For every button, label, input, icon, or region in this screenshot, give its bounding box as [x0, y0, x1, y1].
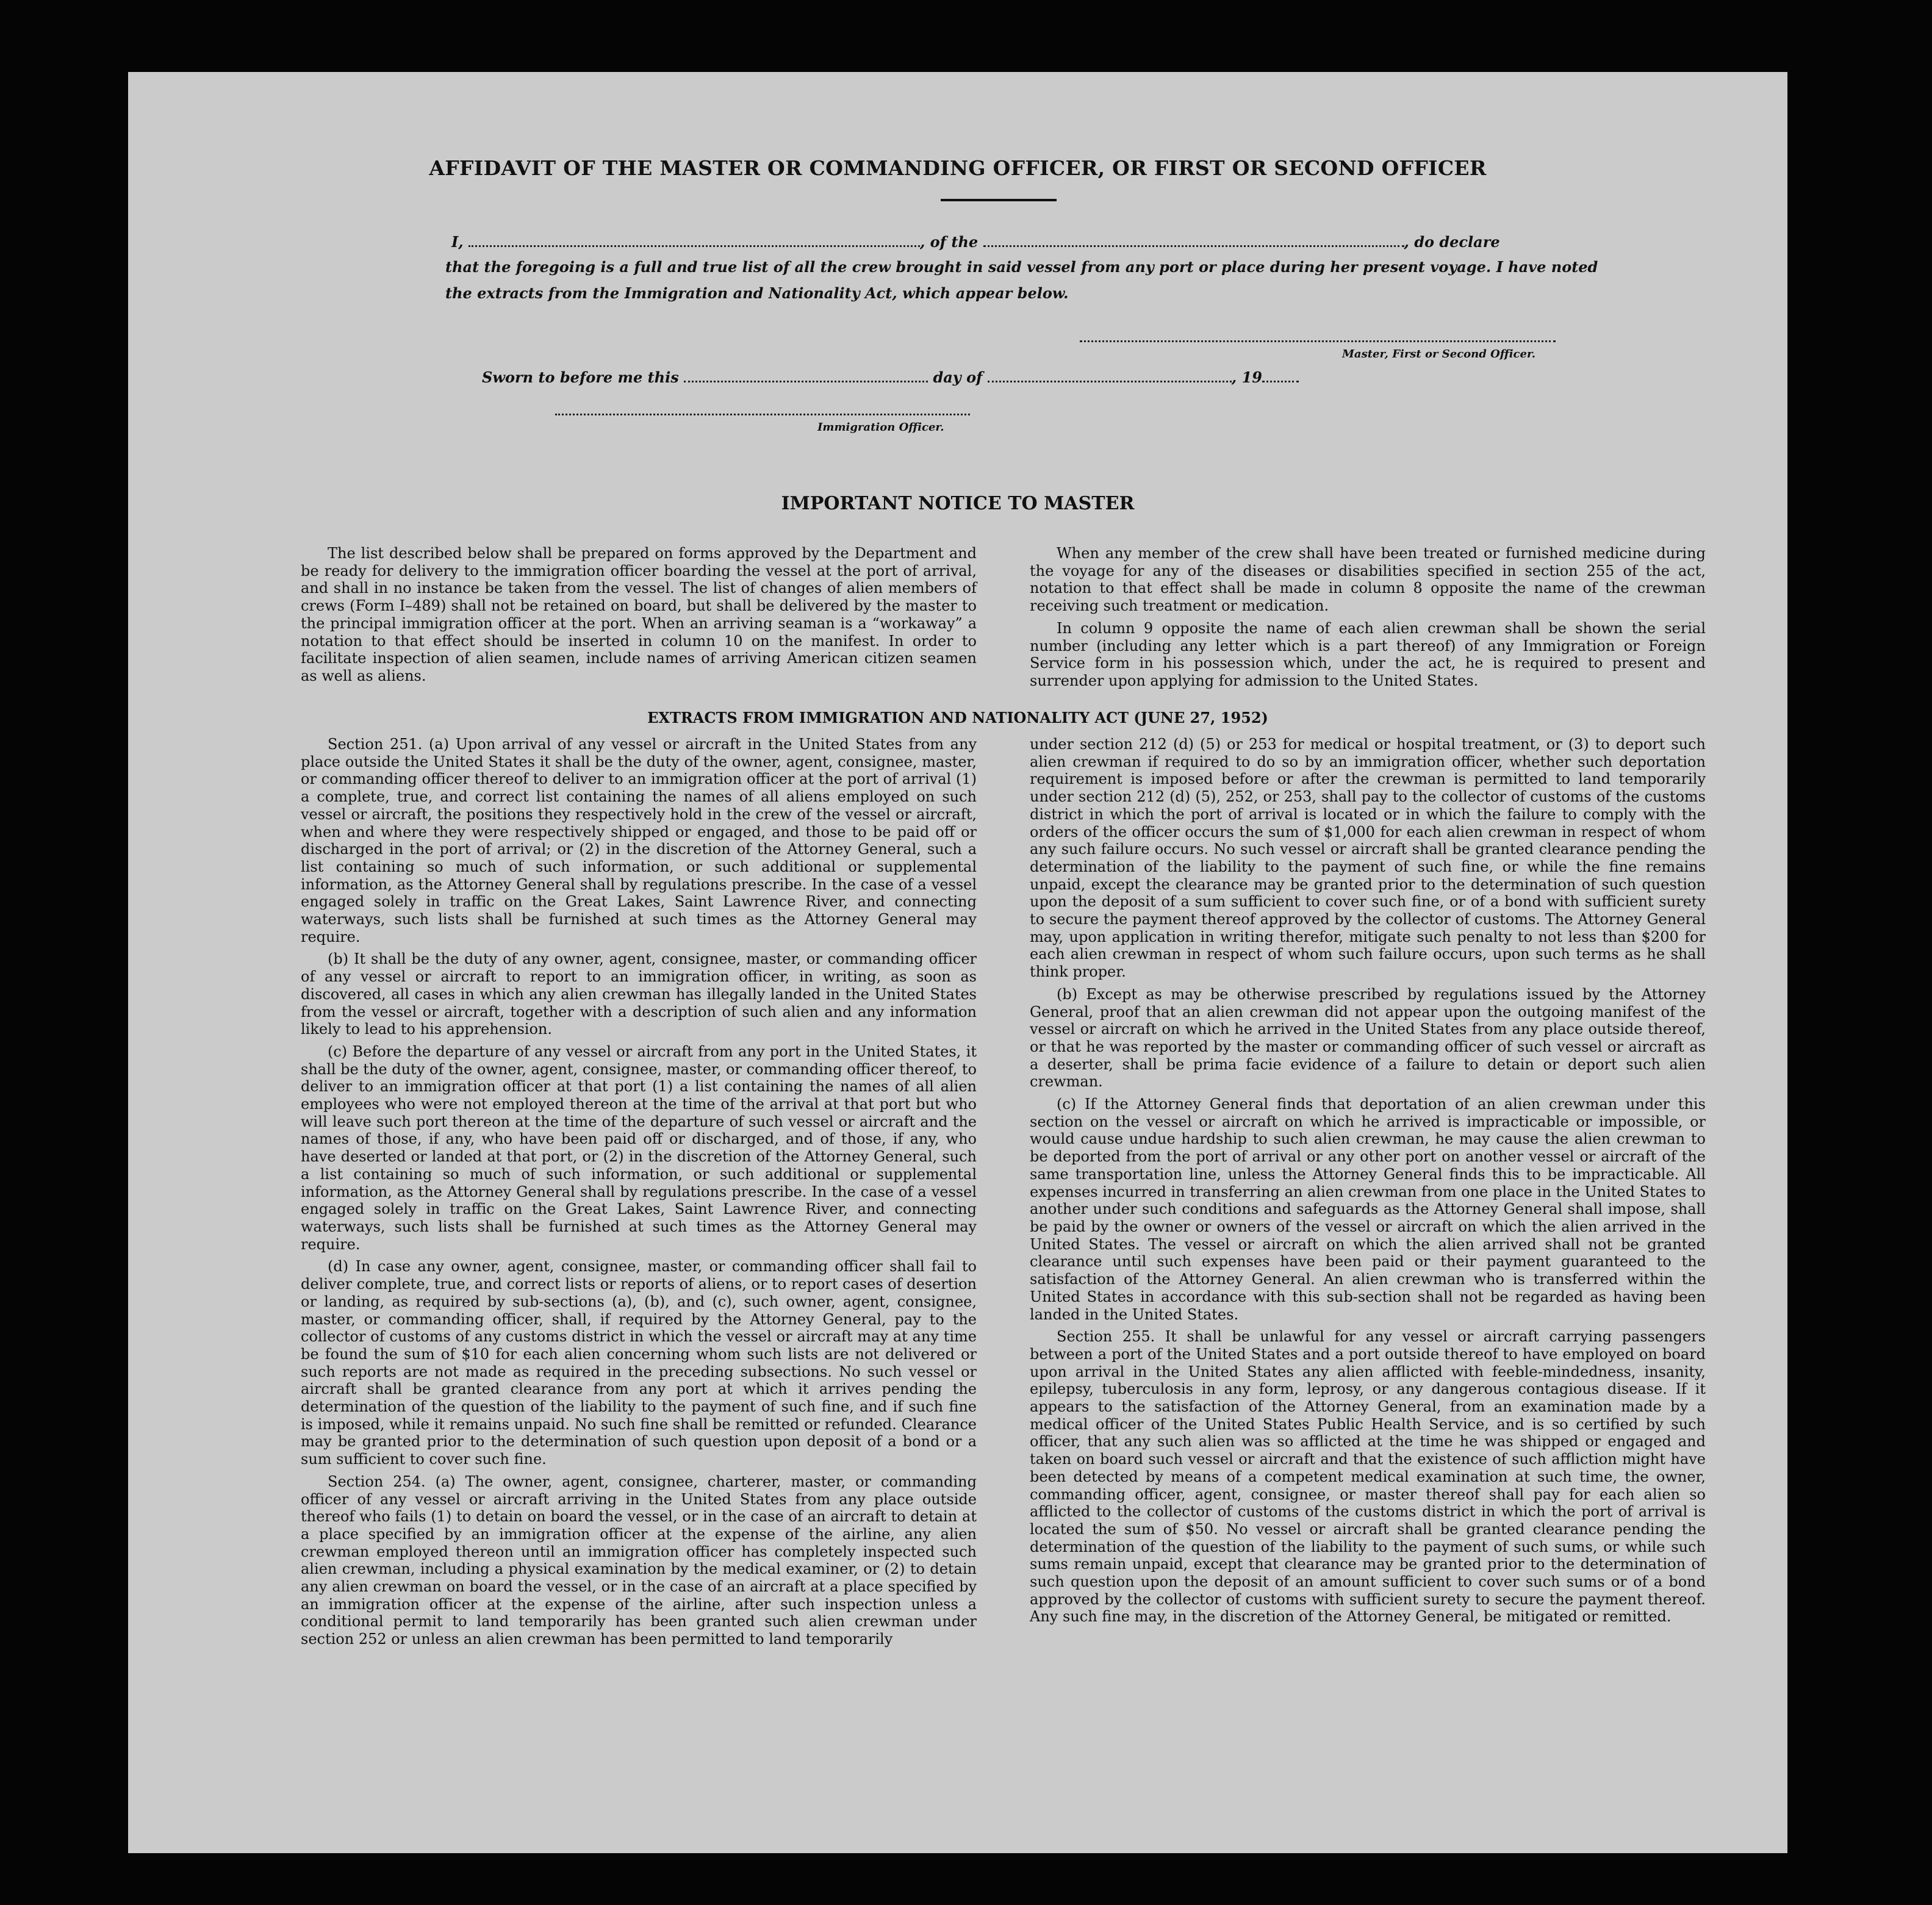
section-254-c: (c) If the Attorney General finds that deportation of an alien crewman under this section on the vessel or aircraft on which he arrived is impracticable or impossible, or would cause undue hardship to such alien crewman, he may cause the alien crewman to be deported from the port of arrival or any other port on another vessel or aircraft of the same transportation line, unless the Attorney General finds this to be impracticable. All expenses incurred in transferring an alien crewman from one place in the United States to another under such conditions and safeguards as the Attorney General shall impose, shall be paid by the owner or owners of the vessel or aircraft on which the alien arrived in the United States. The vessel or aircraft on which the alien arrived shall not be granted clearance until such expenses have been paid or their payment guaranteed to the satisfaction of the Attorney General. An alien crewman who is transferred within the United States in accordance with this sub-section shall not be regarded as having been landed in the United States.: [1030, 1096, 1706, 1323]
notice-right-column: [1030, 545, 1706, 695]
binder-hole: [1792, 609, 1817, 637]
year-blank: [1262, 367, 1299, 382]
notice-right-paragraph-2: In column 9 opposite the name of each alien crewman shall be shown the serial number (including any letter which is a part thereof) of any Immigration or Foreign Service form in his possession which, under the act, he is required to present and surrender upon applying for admission to the United States.: [1030, 619, 1706, 689]
section-254-a-continued: under section 212 (d) (5) or 253 for medical or hospital treatment, or (3) to deport such alien crewman if required to do so by an immigration officer, whether such deportation requirement is imposed before or after the crewman is permitted to land temporarily under section 212 (d) (5), 252, or 253, shall pay to the collector of customs of the customs district in which the port of arrival is located or in which the failure to comply with the orders of the officer occurs the sum of $1,000 for each alien crewman in respect of whom any such failure occurs. No such vessel or aircraft shall be granted clearance pending the determination of the liability to the payment of such fine, or while the fine remains unpaid, except the clearance may be granted prior to the determination of such question upon the deposit of a sum sufficient to cover such fine, or of a bond with sufficient surety to secure the payment thereof approved by the collector of customs. The Attorney General may, upon application in writing therefor, mitigate such penalty to not less than $200 for each alien crewman in respect of whom such failure occurs, upon such terms as he shall think proper.: [1030, 736, 1706, 981]
affidavit-declare: , do declare: [1404, 233, 1500, 251]
officer-signature-line: [555, 414, 970, 415]
year-text: , 19: [1231, 368, 1262, 386]
sworn-day-blank: [684, 367, 928, 382]
section-251-c: (c) Before the departure of any vessel or aircraft from any port in the United States, it shall be the duty of the owner, agent, consignee, master, or commanding officer thereof, to deliver to an immigration officer at that port (1) a list containing the names of all alien employees who were not employed thereon at the time of the arrival at that port but who will leave such port thereon at the time of the departure of such vessel or aircraft and the names of those, if any, who have been paid off or discharged, and of those, if any, who have deserted or landed at that port, or (2) in the discretion of the Attorney General, such a list containing so much of such information, or such additional or supplemental information, as the Attorney General shall by regulations prescribe. In the case of a vessel engaged solely in traffic on the Great Lakes, Saint Lawrence River, and connecting waterways, such lists shall be furnished at such times as the Attorney General may require.: [301, 1042, 977, 1253]
sworn-line: [482, 367, 1299, 386]
title-rule: [941, 199, 1057, 201]
extracts-title: EXTRACTS FROM IMMIGRATION AND NATIONALITY ACT (JUNE 27, 1952): [647, 709, 1268, 726]
affidavit-of-the: , of the: [919, 233, 979, 251]
binder-hole: [1792, 1242, 1817, 1270]
section-251-b: (b) It shall be the duty of any owner, agent, consignee, master, or commanding officer of any vessel or aircraft to report to an immigration officer, in writing, as soon as discovered, all cases in which any alien crewman has illegally landed in the United States from the vessel or aircraft, together with a description of such alien and any information likely to lead to his apprehension.: [301, 950, 977, 1038]
notice-right-paragraph-1: When any member of the crew shall have been treated or furnished medicine during the voyage for any of the diseases or disabilities specified in section 255 of the act, notation to that effect shall be made in column 8 opposite the name of the crewman receiving such treatment or medication.: [1030, 545, 1706, 615]
binder-hole: [1792, 1615, 1817, 1643]
binder-hole: [1792, 323, 1817, 351]
notice-title: IMPORTANT NOTICE TO MASTER: [781, 493, 1135, 514]
affidavit-line-2: that the foregoing is a full and true list of all the crew brought in said vessel from any port or place during her present voyage. I have noted: [445, 258, 1598, 276]
section-255: Section 255. It shall be unlawful for any vessel or aircraft carrying passengers between a port of the United States and a port outside thereof to have employed on board upon arrival in the United States any alien afflicted with feeble-mindedness, insanity, epilepsy, tuberculosis in any form, leprosy, or any dangerous contagious disease. If it appears to the satisfaction of the Attorney General, from an examination made by a medical officer of the United States Public Health Service, and is so certified by such officer, that any such alien was so afflicted at the time he was shipped or engaged and taken on board such vessel or aircraft and that the existence of such affliction might have been detected by means of a competent medical examination at such time, the owner, commanding officer, agent, consignee, or master thereof shall pay for each alien so afflicted to the collector of customs of the customs district in which the port of arrival is located the sum of $50. No vessel or aircraft shall be granted clearance pending the determination of the question of the liability to the payment of such sums, or while such sums remain unpaid, except that clearance may be granted prior to the determination of such question upon the deposit of an amount sufficient to cover such sums or of a bond approved by the collector of customs with sufficient surety to secure the payment thereof. Any such fine may, in the discretion of the Attorney General, be mitigated or remitted.: [1030, 1328, 1706, 1626]
vessel-blank: [983, 232, 1404, 247]
day-of-text: day of: [933, 368, 983, 386]
section-254-a: Section 254. (a) The owner, agent, consignee, charterer, master, or commanding officer of any vessel or aircraft arriving in the United States from any place outside thereof who fails (1) to detain on board the vessel, or in the case of an aircraft to detain at a place specified by an immigration officer at the expense of the airline, any alien crewman employed thereon until an immigration officer has completely inspected such alien crewman, including a physical examination by the medical examiner, or (2) to detain any alien crewman on board the vessel, or in the case of an aircraft at a place specified by an immigration officer at the expense of the airline, after such inspection unless a conditional permit to land temporarily has been granted such alien crewman under section 252 or unless an alien crewman has been permitted to land temporarily: [301, 1473, 977, 1648]
section-254-b: (b) Except as may be otherwise prescribed by regulations issued by the Attorney General, proof that an alien crewman did not appear upon the outgoing manifest of the vessel or aircraft on which he arrived in the United States from any place outside thereof, or that he was reported by the master or commanding officer of such vessel or aircraft as a deserter, shall be prima facie evidence of a failure to detain or deport such alien crewman.: [1030, 985, 1706, 1091]
binder-hole: [1792, 228, 1817, 256]
extracts-left-column: [301, 736, 977, 1653]
binder-hole: [1792, 1336, 1817, 1364]
affidavit-line-3: the extracts from the Immigration and Nationality Act, which appear below.: [445, 284, 1069, 302]
binder-hole: [1792, 701, 1817, 730]
document-page: [128, 72, 1787, 1853]
section-251-a: Section 251. (a) Upon arrival of any vessel or aircraft in the United States from any place outside the United States it shall be the duty of the owner, agent, consignee, master, or commanding officer thereof to deliver to an immigration officer at the port of arrival (1) a complete, true, and correct list containing the names of all aliens employed on such vessel or aircraft, the positions they respectively hold in the crew of the vessel or aircraft, when and where they were respectively shipped or engaged, and those to be paid off or discharged in the port of arrival; or (2) in the discretion of the Attorney General, such a list containing so much of such information, or such additional or supplemental information, as the Attorney General shall by regulations prescribe. In the case of a vessel engaged solely in traffic on the Great Lakes, Saint Lawrence River, and connecting waterways, such lists shall be furnished at such times as the Attorney General may require.: [301, 736, 977, 945]
affidavit-title: AFFIDAVIT OF THE MASTER OR COMMANDING OFFICER, OR FIRST OR SECOND OFFICER: [429, 156, 1487, 180]
master-caption: Master, First or Second Officer.: [1342, 348, 1536, 361]
extracts-right-column: [1030, 736, 1706, 1631]
affidavit-i: I,: [451, 233, 464, 251]
notice-left-paragraph: The list described below shall be prepared on forms approved by the Department and be ready for delivery to the immigration officer boarding the vessel at the port of arrival, and shall in no instance be taken from the vessel. The list of changes of alien members of crews (Form I–489) shall not be retained on board, but shall be delivered by the master to the principal immigration officer at the port. When an arriving seaman is a “workaway” a notation to that effect should be inserted in column 10 on the manifest. In order to facilitate inspection of alien seamen, include names of arriving American citizen seamen as well as aliens.: [301, 545, 977, 684]
sworn-text: Sworn to before me this: [482, 368, 679, 386]
binder-hole: [1792, 1708, 1817, 1736]
officer-caption: Immigration Officer.: [817, 421, 944, 434]
name-blank: [469, 232, 920, 247]
sworn-month-blank: [988, 367, 1232, 382]
section-251-d: (d) In case any owner, agent, consignee, master, or commanding officer shall fail to deliver complete, true, and correct lists or reports of aliens, or to report cases of desertion or landing, as required by sub-sections (a), (b), and (c), such owner, agent, consignee, master, or commanding officer, shall, if required by the Attorney General, pay to the collector of customs of any customs district in which the vessel or aircraft may at any time be found the sum of $10 for each alien concerning whom such lists are not delivered or such reports are not made as required in the preceding subsections. No such vessel or aircraft shall be granted clearance from any port at which it arrives pending the determination of the question of the liability to the payment of such fine, and if such fine is imposed, while it remains unpaid. No such fine shall be remitted or refunded. Clearance may be granted prior to the determination of such question upon deposit of a bond or a sum sufficient to cover such fine.: [301, 1258, 977, 1468]
affidavit-line-1: [451, 232, 1500, 251]
master-signature-line: [1080, 340, 1556, 342]
notice-left-column: [301, 545, 977, 690]
